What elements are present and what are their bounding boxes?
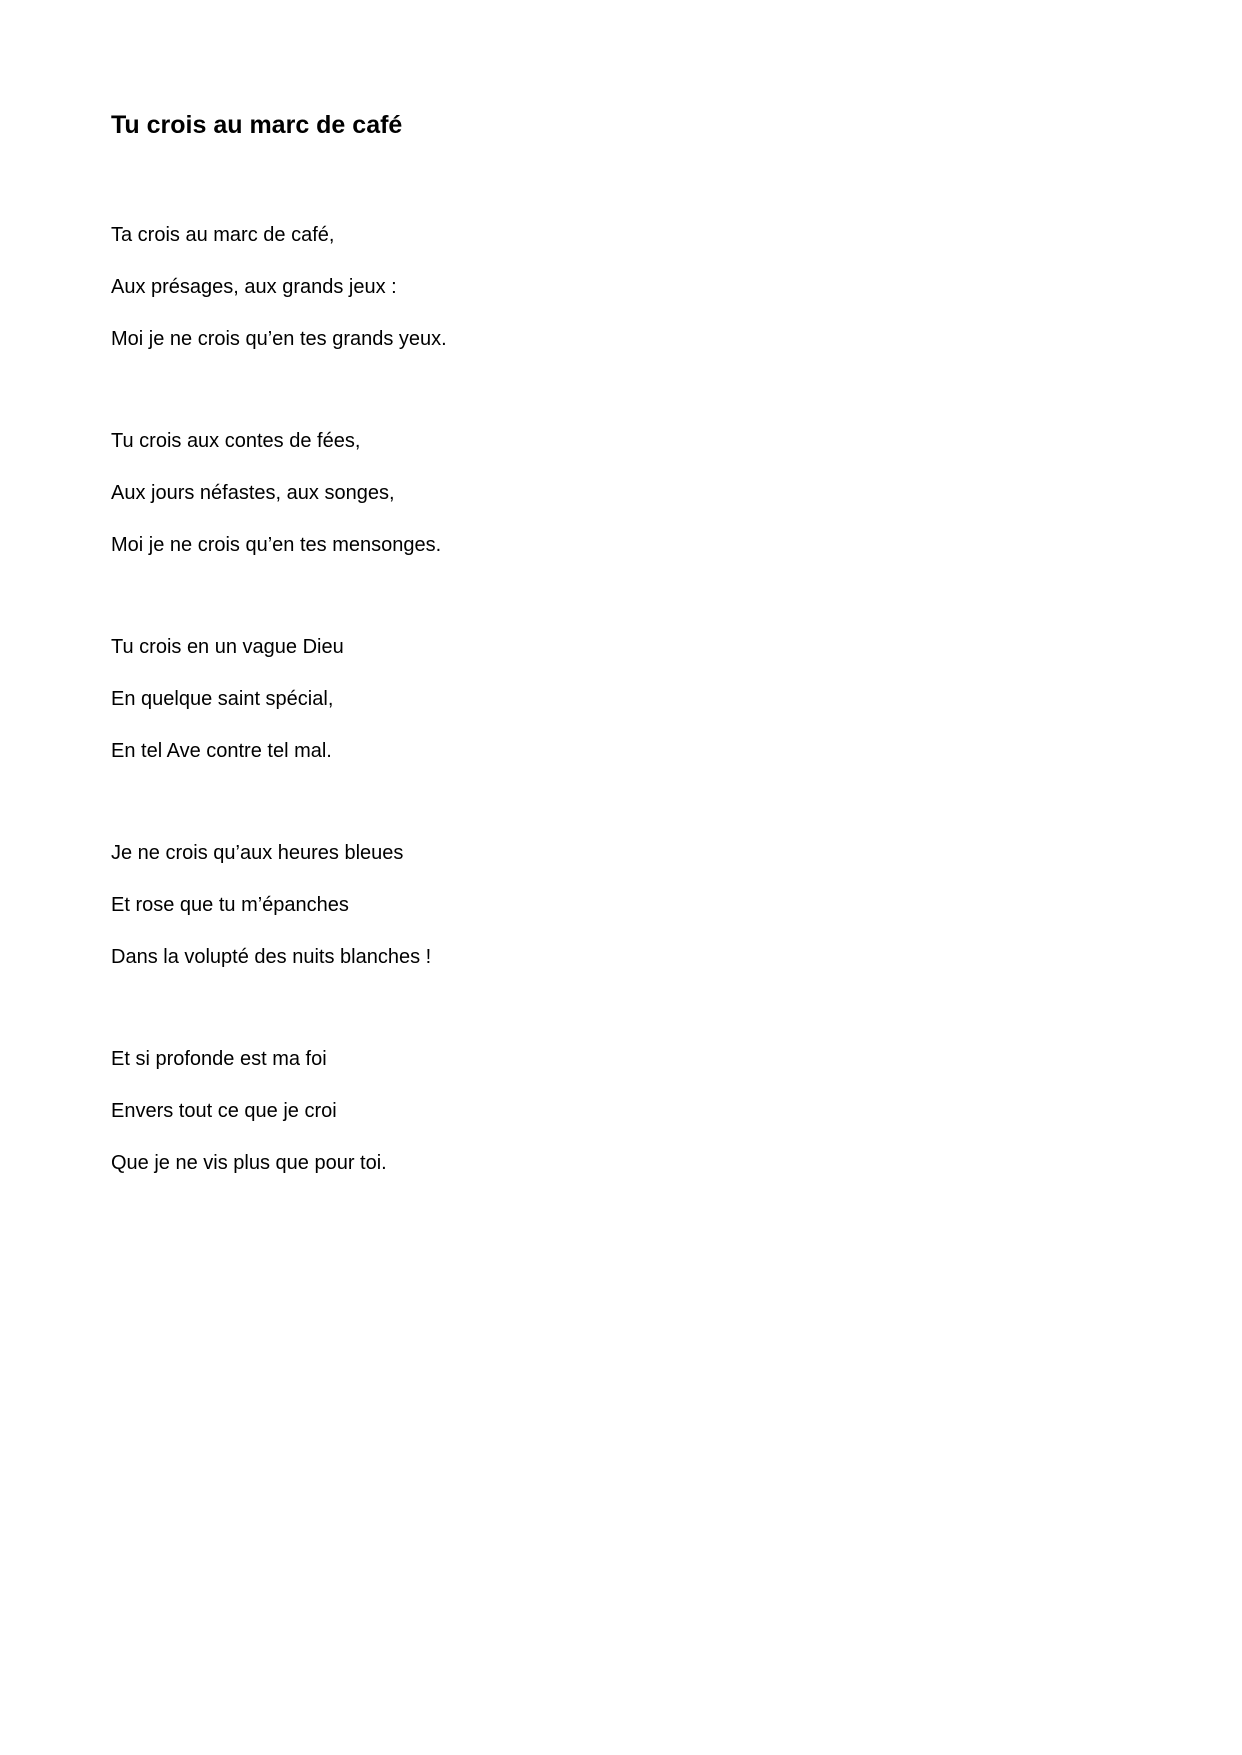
stanza-5 [111,1045,387,1177]
verse-line: Moi je ne crois qu’en tes grands yeux. [111,328,447,350]
stanza-2 [111,427,441,559]
verse-line: Je ne crois qu’aux heures bleues [111,842,404,864]
stanza-4 [111,839,431,971]
verse-line: Et si profonde est ma foi [111,1048,327,1070]
verse-line: Ta crois au marc de café, [111,224,335,246]
verse-line: Dans la volupté des nuits blanches ! [111,946,432,968]
poem-title: Tu crois au marc de café [111,111,403,139]
verse-line: En tel Ave contre tel mal. [111,740,332,762]
verse-line: Que je ne vis plus que pour toi. [111,1152,387,1174]
verse-line: Moi je ne crois qu’en tes mensonges. [111,534,442,556]
verse-line: En quelque saint spécial, [111,688,334,710]
verse-line: Tu crois en un vague Dieu [111,636,344,658]
verse-line: Envers tout ce que je croi [111,1100,337,1122]
verse-line: Aux jours néfastes, aux songes, [111,482,395,504]
stanza-3 [111,633,344,765]
verse-line: Et rose que tu m’épanches [111,894,349,916]
stanza-1 [111,221,447,353]
verse-line: Tu crois aux contes de fées, [111,430,361,452]
verse-line: Aux présages, aux grands jeux : [111,276,397,298]
